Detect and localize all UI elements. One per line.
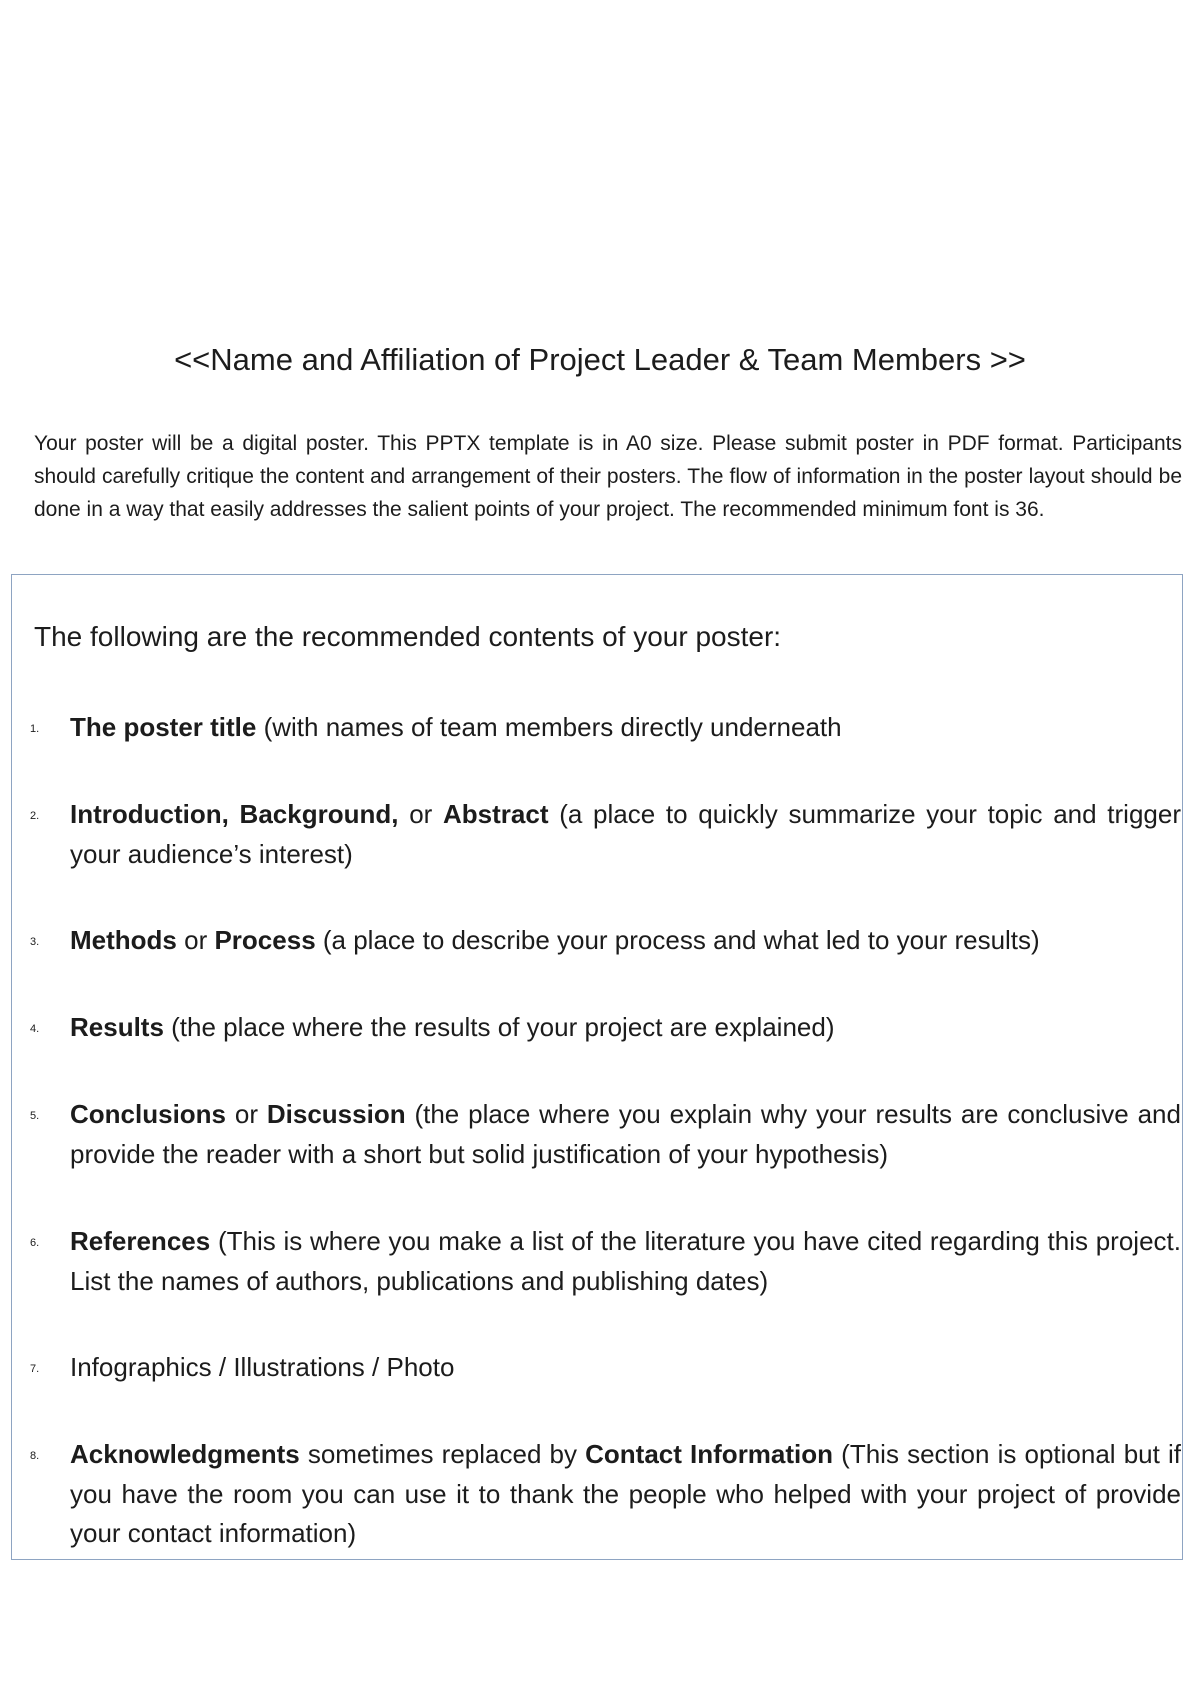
recommended-contents-heading: The following are the recommended contents of your poster:	[34, 621, 782, 652]
list-item-text	[70, 1222, 1181, 1301]
list-item-number: 1.	[30, 723, 40, 735]
list-item-plain: (the place where the results of your project are explained)	[163, 1012, 835, 1042]
list-item-bold: Abstract	[443, 799, 549, 829]
list-item-plain: (the place where you explain why your results are conclusive and provide the reader with a short but solid justification of your hypothesis)	[70, 1099, 1181, 1169]
list-item-text	[70, 1095, 1181, 1174]
list-item-plain: (with names of team members directly underneath	[256, 712, 842, 742]
poster-header-title: <<Name and Affiliation of Project Leader & Team Members >>	[174, 342, 1026, 377]
list-item-bold: Process	[214, 925, 316, 955]
list-item-plain: (This section is optional but if you have the room you can use it to thank the people who helped with your project of provide your contact information)	[70, 1439, 1181, 1548]
list-item-text	[70, 1008, 1181, 1048]
intro-paragraph: Your poster will be a digital poster. This PPTX template is in A0 size. Please submit poster in PDF format. Participants should carefully critique the content and arrangement of their posters. The flow of information in the poster layout should be done in a way that easily addresses the salient points of your project. The recommended minimum font is 36.	[34, 432, 1182, 521]
list-item-bold: Introduction, Background,	[70, 799, 399, 829]
list-item-bold: Methods	[70, 925, 177, 955]
list-item-number: 5.	[30, 1110, 40, 1122]
list-item-text	[70, 921, 1181, 961]
list-item-text	[70, 1435, 1181, 1554]
list-item-bold: References	[70, 1226, 211, 1256]
list-item-bold: The poster title	[70, 712, 257, 742]
list-item-text	[70, 1348, 1181, 1388]
list-item-plain: (a place to quickly summarize your topic and trigger your audience’s interest)	[70, 799, 1181, 869]
list-item-text	[70, 795, 1181, 874]
list-item-number: 7.	[30, 1363, 40, 1375]
list-item-plain: or	[226, 1099, 267, 1129]
list-item-text	[70, 708, 1181, 748]
list-item-plain: Infographics / Illustrations / Photo	[70, 1352, 455, 1382]
list-item-number: 6.	[30, 1237, 40, 1249]
list-item-bold: Conclusions	[70, 1099, 227, 1129]
list-item-plain: sometimes replaced by	[299, 1439, 586, 1469]
list-item-bold: Contact Information	[585, 1439, 834, 1469]
list-item-bold: Results	[70, 1012, 164, 1042]
list-item-plain: (This is where you make a list of the literature you have cited regarding this project. List the names of authors, publications and publishing dates)	[70, 1226, 1181, 1296]
list-item-plain: or	[176, 925, 215, 955]
list-item-number: 2.	[30, 810, 40, 822]
list-item-bold: Discussion	[266, 1099, 406, 1129]
list-item-plain: or	[398, 799, 444, 829]
list-item-bold: Acknowledgments	[70, 1439, 300, 1469]
list-item-number: 8.	[30, 1450, 40, 1462]
list-item-plain: (a place to describe your process and what led to your results)	[315, 925, 1040, 955]
list-item-number: 3.	[30, 936, 40, 948]
list-item-number: 4.	[30, 1023, 40, 1035]
